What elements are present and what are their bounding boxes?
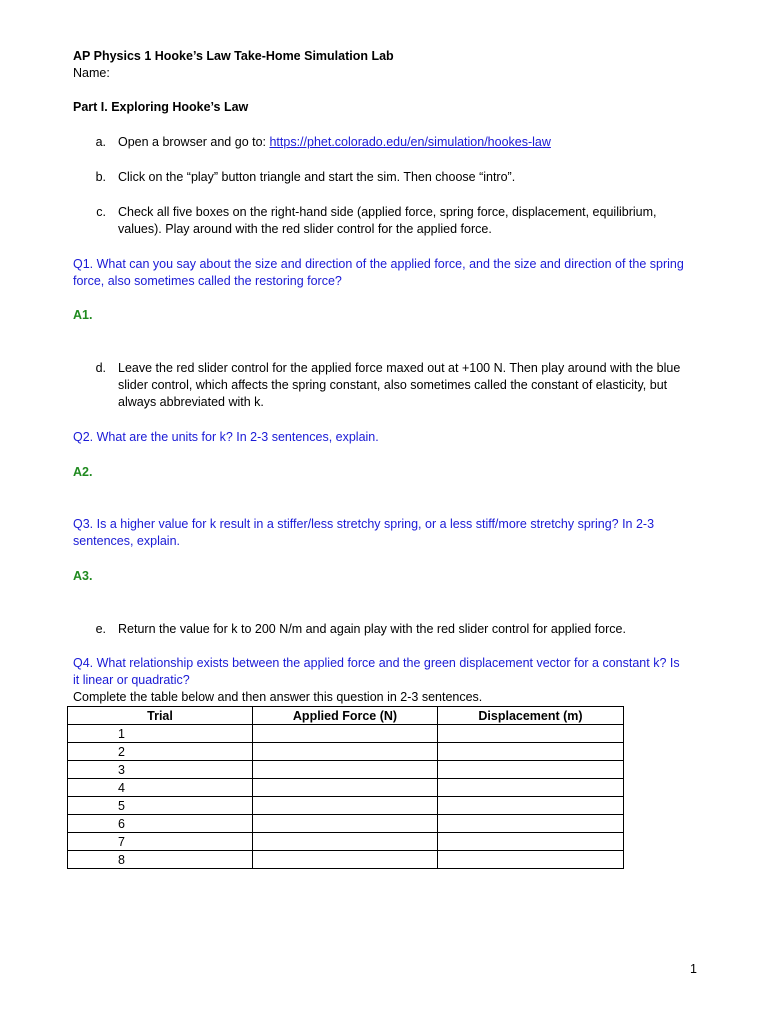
table-row <box>68 797 624 815</box>
step-b-text: Click on the “play” button triangle and start the sim. Then choose “intro”. <box>118 170 516 184</box>
table-row <box>68 725 624 743</box>
trial-cell: 5 <box>68 797 253 815</box>
table-instructions: Complete the table below and then answer this question in 2-3 sentences. <box>73 690 483 704</box>
step-c-line2: values). Play around with the red slider control for the applied force. <box>118 222 492 236</box>
applied-force-cell[interactable] <box>253 815 438 833</box>
displacement-cell[interactable] <box>438 851 624 869</box>
table-row <box>68 779 624 797</box>
question-1-line2: force, also sometimes called the restoring force? <box>73 274 342 288</box>
trial-cell: 6 <box>68 815 253 833</box>
page-number: 1 <box>690 962 697 976</box>
question-2: Q2. What are the units for k? In 2-3 sentences, explain. <box>73 430 379 444</box>
step-e-text: Return the value for k to 200 N/m and again play with the red slider control for applied force. <box>118 622 626 636</box>
question-1-line1: Q1. What can you say about the size and direction of the applied force, and the size and direction of the spring <box>73 257 684 271</box>
part1-heading: Part I. Exploring Hooke’s Law <box>73 100 249 114</box>
table-row <box>68 833 624 851</box>
displacement-cell[interactable] <box>438 743 624 761</box>
step-c-line1: Check all five boxes on the right-hand side (applied force, spring force, displacement, equilibrium, <box>118 205 657 219</box>
question-4-line2: it linear or quadratic? <box>73 673 190 687</box>
trial-cell: 3 <box>68 761 253 779</box>
step-e-marker: e. <box>95 622 106 636</box>
column-header-displacement: Displacement (m) <box>438 707 624 725</box>
applied-force-cell[interactable] <box>253 833 438 851</box>
applied-force-cell[interactable] <box>253 725 438 743</box>
applied-force-cell[interactable] <box>253 779 438 797</box>
applied-force-cell[interactable] <box>253 743 438 761</box>
trial-cell: 1 <box>68 725 253 743</box>
trial-cell: 7 <box>68 833 253 851</box>
table-row <box>68 761 624 779</box>
answer-2-label: A2. <box>73 465 93 479</box>
step-c-marker: c. <box>96 205 106 219</box>
applied-force-cell[interactable] <box>253 797 438 815</box>
question-3-line1: Q3. Is a higher value for k result in a stiffer/less stretchy spring, or a less stiff/more stretchy spring? In 2-3 <box>73 517 655 531</box>
trial-cell: 4 <box>68 779 253 797</box>
step-d-marker: d. <box>95 361 106 375</box>
data-table <box>67 706 624 869</box>
step-a-marker: a. <box>95 135 106 149</box>
step-d-line3: always abbreviated with k. <box>118 395 264 409</box>
step-d-line2: slider control, which affects the spring constant, also sometimes called the constant of elasticity, but <box>118 378 668 392</box>
column-header-trial: Trial <box>68 707 253 725</box>
phet-link[interactable]: https://phet.colorado.edu/en/simulation/hookes-law <box>269 135 551 149</box>
answer-1-label: A1. <box>73 308 93 322</box>
column-header-applied-force: Applied Force (N) <box>253 707 438 725</box>
table-header-row <box>68 707 624 725</box>
displacement-cell[interactable] <box>438 815 624 833</box>
trial-cell: 8 <box>68 851 253 869</box>
table-row <box>68 743 624 761</box>
step-b-marker: b. <box>95 170 106 184</box>
displacement-cell[interactable] <box>438 761 624 779</box>
applied-force-cell[interactable] <box>253 761 438 779</box>
displacement-cell[interactable] <box>438 779 624 797</box>
name-label: Name: <box>73 66 110 80</box>
step-d-line1: Leave the red slider control for the applied force maxed out at +100 N. Then play around with the blue <box>118 361 681 375</box>
displacement-cell[interactable] <box>438 797 624 815</box>
applied-force-cell[interactable] <box>253 851 438 869</box>
table-row <box>68 815 624 833</box>
displacement-cell[interactable] <box>438 833 624 851</box>
step-a-text: Open a browser and go to: <box>118 135 270 149</box>
document-title: AP Physics 1 Hooke’s Law Take-Home Simulation Lab <box>73 49 394 63</box>
question-4-line1: Q4. What relationship exists between the applied force and the green displacement vector for a constant k? Is <box>73 656 680 670</box>
table-row <box>68 851 624 869</box>
trial-cell: 2 <box>68 743 253 761</box>
question-3-line2: sentences, explain. <box>73 534 181 548</box>
answer-3-label: A3. <box>73 569 93 583</box>
step-a <box>118 134 551 151</box>
displacement-cell[interactable] <box>438 725 624 743</box>
